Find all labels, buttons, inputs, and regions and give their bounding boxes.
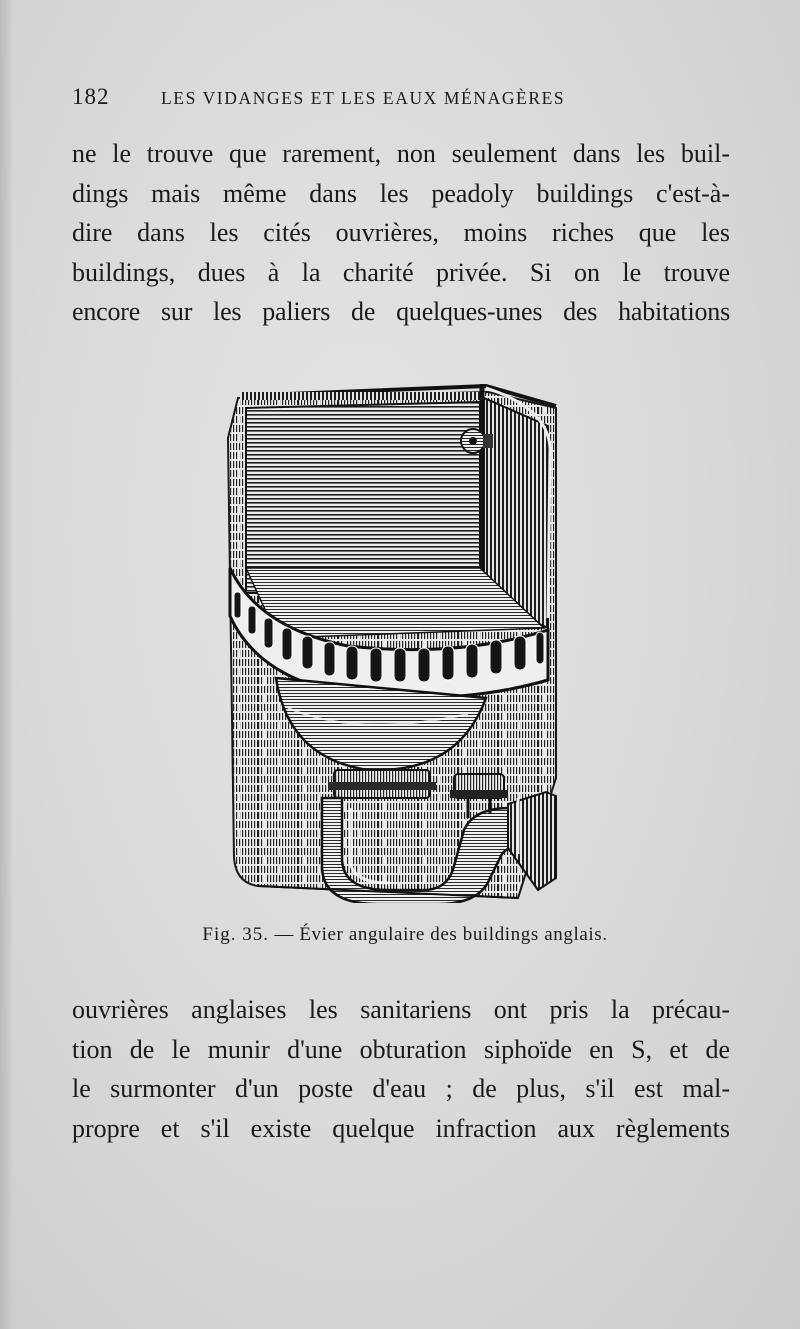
figure-label: Fig. 35. xyxy=(202,924,270,945)
running-title: LES VIDANGES ET LES EAUX MÉNAGÈRES xyxy=(161,88,566,108)
text-line: dire dans les cités ouvrières, moins riches que les xyxy=(72,218,730,248)
text-line: ouvrières anglaises les sanitariens ont pris la précau- xyxy=(72,995,730,1024)
figure-caption xyxy=(0,924,800,946)
text-line: propre et s'il existe quelque infraction aux règlements xyxy=(72,1113,730,1143)
text-line: le surmonter d'un poste d'eau ; de plus, s'il est mal- xyxy=(72,1074,730,1104)
text-line: dings mais même dans les peadoly buildings c'est-à- xyxy=(72,178,730,208)
page-number: 182 xyxy=(72,84,110,109)
text-line: ne le trouve que rarement, non seulement dans les buil- xyxy=(72,139,730,168)
running-head xyxy=(72,84,732,114)
text-line: encore sur les paliers de quelques-unes des habitations xyxy=(72,297,730,327)
text-line: tion de le munir d'une obturation siphoïde en S, et de xyxy=(72,1034,730,1064)
paragraph-bottom xyxy=(72,990,730,1148)
figure-caption-text: — Évier angulaire des buildings anglais. xyxy=(274,924,608,945)
sink-engraving xyxy=(218,378,563,903)
page-gutter-shadow xyxy=(0,0,14,1329)
paragraph-top xyxy=(72,134,730,332)
text-line: buildings, dues à la charité privée. Si on le trouve xyxy=(72,257,730,287)
